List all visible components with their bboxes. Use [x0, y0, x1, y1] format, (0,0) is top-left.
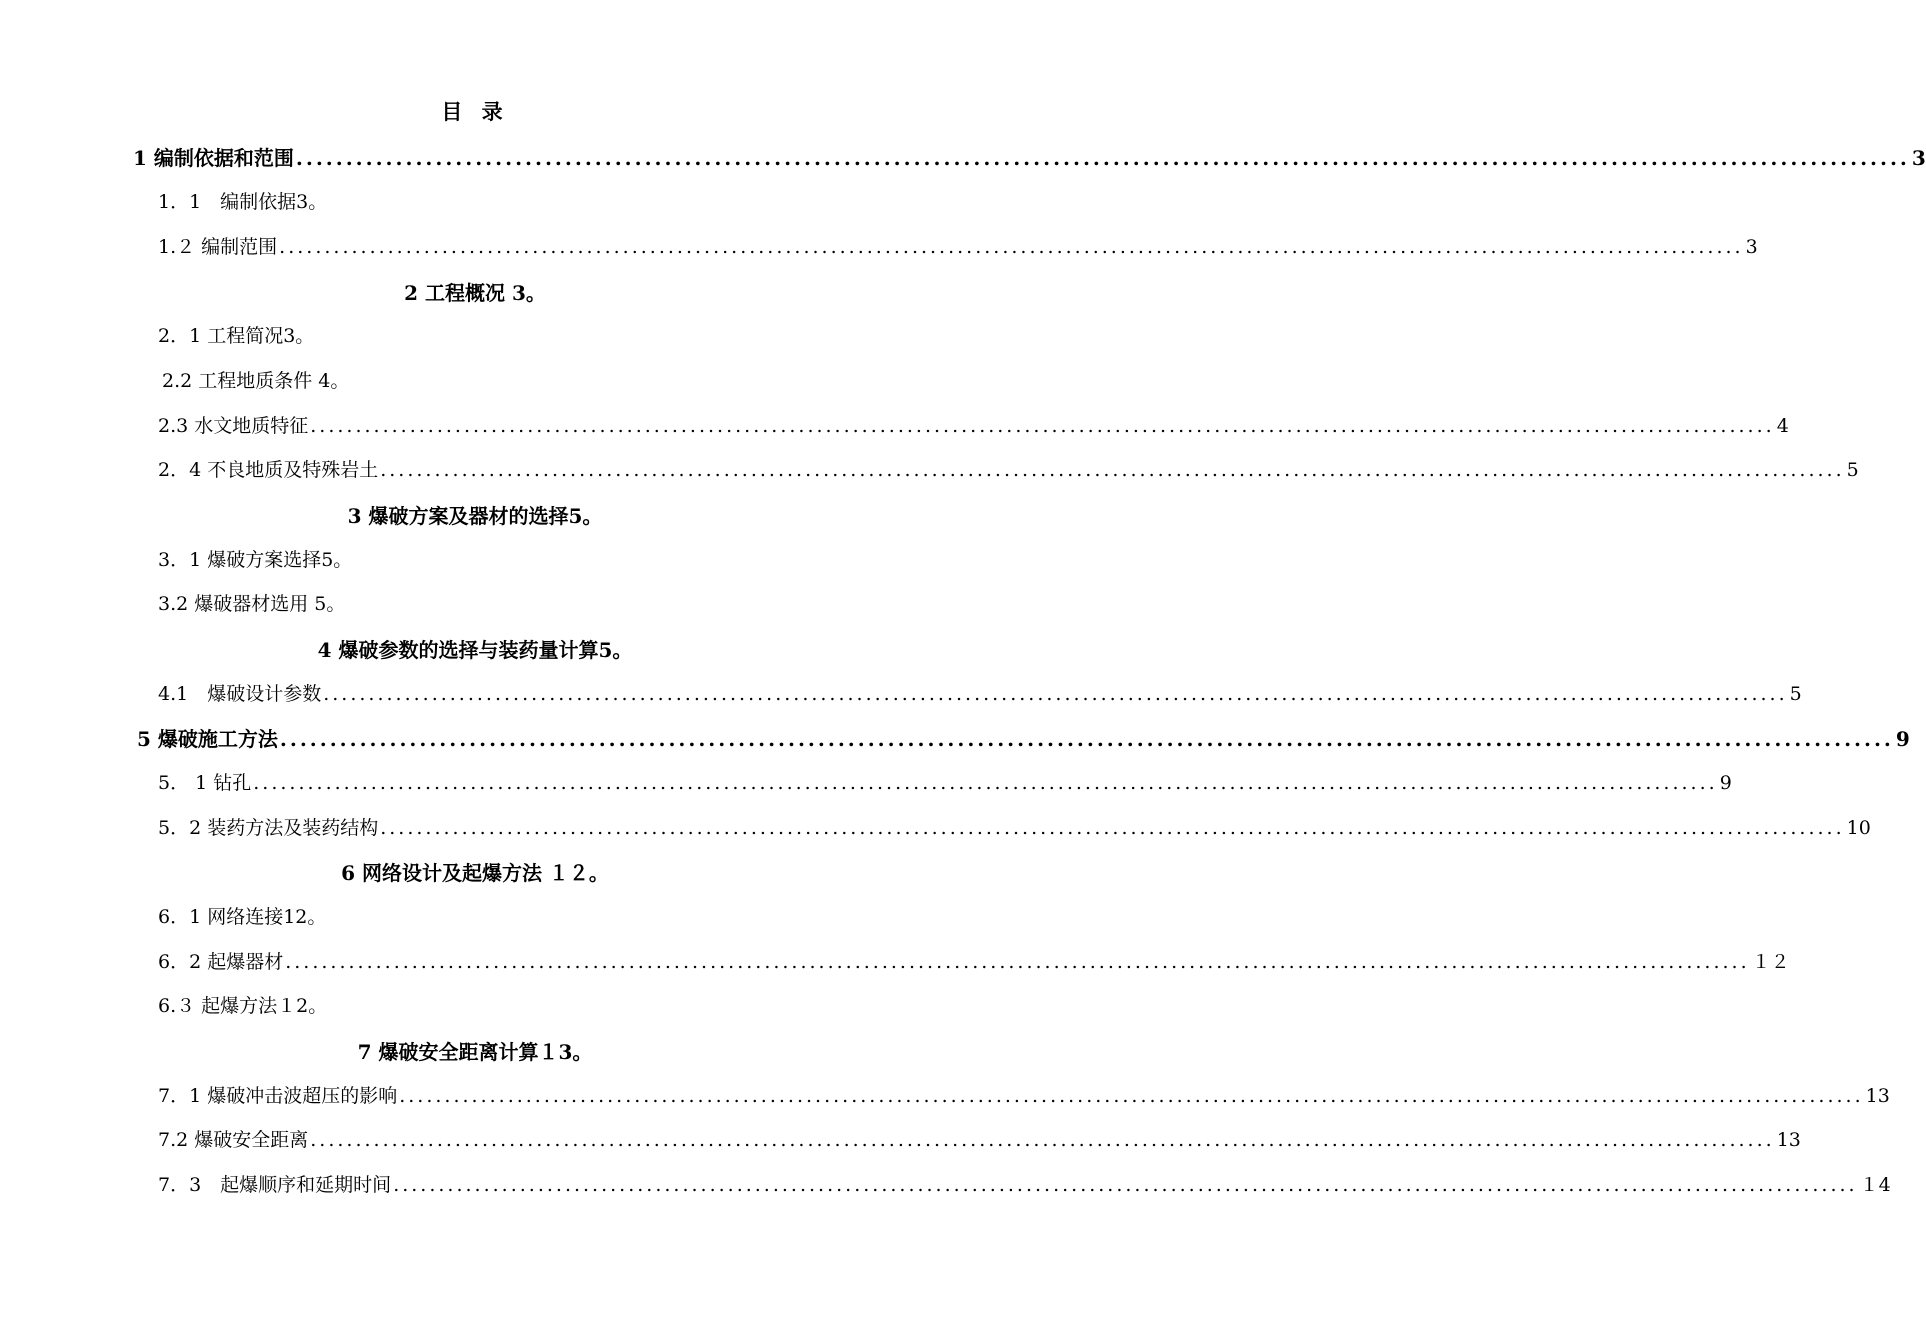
toc-entry-4[interactable]: [0, 634, 950, 663]
toc-entry-5[interactable]: [137, 723, 1910, 752]
toc-entry-text: 4 爆破参数的选择与装药量计算5。: [317, 638, 633, 662]
toc-entry-7-1[interactable]: [158, 1081, 1890, 1108]
toc-entry-5-2[interactable]: [158, 813, 1871, 840]
toc-page-number: １２: [1751, 951, 1790, 973]
toc-leader-dots: ..................................................................................................................................................................: [295, 146, 1910, 170]
toc-entry-text: 6.３ 起爆方法１2。: [158, 995, 328, 1017]
toc-entry-2[interactable]: [0, 277, 950, 306]
toc-leader-dots: ..................................................................................................................................................................: [253, 772, 1718, 794]
toc-entry-2-1[interactable]: [158, 321, 314, 348]
toc-page-number: 9: [1719, 772, 1732, 794]
toc-entry-text: 6 网络设计及起爆方法 １２。: [341, 861, 609, 885]
toc-entry-1-2[interactable]: [158, 232, 1758, 259]
toc-page-number: 3: [1911, 146, 1926, 170]
toc-page-number: 4: [1776, 415, 1789, 437]
toc-leader-dots: ..................................................................................................................................................................: [323, 683, 1788, 705]
toc-entry-text: 5．2 装药方法及装药结构: [158, 817, 379, 839]
toc-entry-text: 4.1 爆破设计参数: [158, 683, 322, 705]
toc-entry-text: 7.2 爆破安全距离: [158, 1129, 309, 1151]
toc-entry-text: 1.２ 编制范围: [158, 236, 278, 258]
toc-entry-text: 7．3 起爆顺序和延期时间: [158, 1174, 392, 1196]
toc-page-number: 9: [1895, 727, 1910, 751]
toc-entry-1-1[interactable]: [158, 187, 327, 214]
toc-entry-text: 3．1 爆破方案选择5。: [158, 549, 353, 571]
toc-entry-3-2[interactable]: [158, 589, 345, 616]
toc-entry-2-4[interactable]: [158, 455, 1859, 482]
toc-page-number: 3: [1745, 236, 1758, 258]
toc-entry-7-3[interactable]: [158, 1170, 1891, 1197]
toc-page-number: 13: [1865, 1085, 1890, 1107]
toc-entry-text: 5 爆破施工方法: [137, 727, 278, 751]
toc-entry-7[interactable]: [0, 1036, 950, 1065]
toc-entry-text: 3 爆破方案及器材的选择5。: [347, 504, 603, 528]
toc-entry-text: 5． 1 钻孔: [158, 772, 252, 794]
toc-entry-text: 2.3 水文地质特征: [158, 415, 309, 437]
toc-entry-text: 2．1 工程简况3。: [158, 325, 315, 347]
toc-entry-text: 1 编制依据和范围: [133, 146, 294, 170]
toc-entry-text: 1．1 编制依据3。: [158, 191, 328, 213]
toc-entry-text: 7 爆破安全距离计算１3。: [357, 1040, 593, 1064]
toc-entry-text: 2．4 不良地质及特殊岩土: [158, 459, 379, 481]
toc-leader-dots: ..................................................................................................................................................................: [380, 817, 1845, 839]
toc-entry-1[interactable]: [133, 142, 1926, 171]
toc-entry-text: 2.2 工程地质条件 4。: [162, 370, 350, 392]
toc-entry-text: 3.2 爆破器材选用 5。: [158, 593, 346, 615]
toc-leader-dots: ..................................................................................................................................................................: [285, 951, 1750, 973]
toc-entry-3[interactable]: [0, 500, 950, 529]
toc-entry-2-2[interactable]: [162, 366, 349, 393]
toc-leader-dots: ..................................................................................................................................................................: [310, 1129, 1775, 1151]
toc-entry-text: 6．1 网络连接12。: [158, 906, 327, 928]
toc-entry-6-2[interactable]: [158, 947, 1790, 974]
toc-leader-dots: ..................................................................................................................................................................: [279, 727, 1894, 751]
toc-page-number: 13: [1776, 1129, 1801, 1151]
toc-entry-3-1[interactable]: [158, 545, 352, 572]
toc-leader-dots: ..................................................................................................................................................................: [310, 415, 1775, 437]
toc-page-number: 10: [1846, 817, 1871, 839]
toc-leader-dots: ..................................................................................................................................................................: [380, 459, 1845, 481]
toc-entry-text: 2 工程概况 3。: [404, 281, 546, 305]
toc-page-number: １4: [1859, 1174, 1891, 1196]
toc-page-number: 5: [1846, 459, 1859, 481]
toc-entry-7-2[interactable]: [158, 1125, 1801, 1152]
toc-entry-6-3[interactable]: [158, 991, 327, 1018]
toc-entry-6-1[interactable]: [158, 902, 326, 929]
toc-entry-text: 7．1 爆破冲击波超压的影响: [158, 1085, 398, 1107]
toc-leader-dots: ..................................................................................................................................................................: [279, 236, 1744, 258]
toc-leader-dots: ..................................................................................................................................................................: [393, 1174, 1858, 1196]
toc-entry-4-1[interactable]: [158, 679, 1802, 706]
toc-entry-2-3[interactable]: [158, 411, 1789, 438]
toc-entry-6[interactable]: [0, 857, 950, 886]
toc-page-number: 5: [1789, 683, 1802, 705]
toc-entry-text: 6．2 起爆器材: [158, 951, 284, 973]
toc-leader-dots: ..................................................................................................................................................................: [399, 1085, 1864, 1107]
toc-entry-5-1[interactable]: [158, 768, 1732, 795]
toc-title: 目 录: [441, 99, 509, 124]
